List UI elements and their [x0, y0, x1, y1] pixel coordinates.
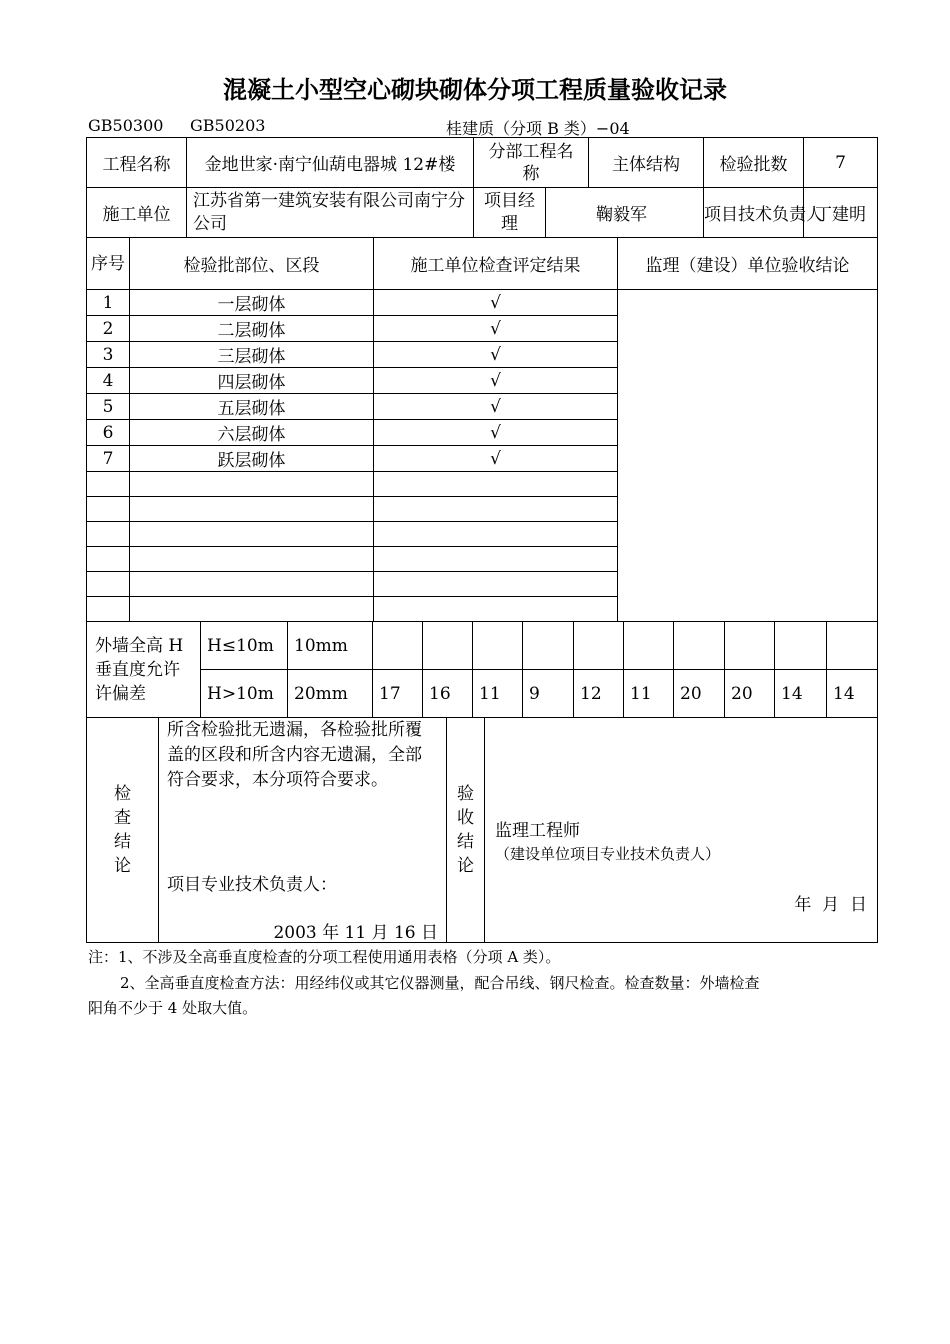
check-conclusion-cell: [159, 718, 447, 943]
supervision-conclusion-cell: [618, 290, 878, 622]
acceptance-conclusion-cell: [485, 718, 878, 943]
measure-cell: [423, 622, 473, 670]
project-label: 工程名称: [87, 138, 187, 188]
measure-cell: 16: [423, 670, 473, 718]
result-header: 施工单位检查评定结果: [374, 238, 618, 290]
measure-cell: [473, 622, 523, 670]
check-date: 2003 年 11 月 16 日: [273, 923, 438, 943]
conclusion-table: [86, 717, 878, 943]
row-result: √: [374, 420, 618, 446]
tolerance-2: 20mm: [288, 670, 373, 718]
measure-cell: 12: [574, 670, 624, 718]
measure-cell: 11: [624, 670, 674, 718]
measure-cell: [373, 622, 423, 670]
measure-cell: 17: [373, 670, 423, 718]
note-line-2: 2、全高垂直度检查方法：用经纬仪或其它仪器测量，配合吊线、钢尺检查。检查数量：外墙检查: [120, 974, 760, 992]
measure-cell: [574, 622, 624, 670]
tech-person-signature: 项目专业技术负责人：: [167, 875, 337, 895]
row-location: 二层砌体: [130, 316, 374, 342]
batch-count-value: 7: [804, 138, 878, 188]
row-result: √: [374, 290, 618, 316]
row-location: 三层砌体: [130, 342, 374, 368]
measure-cell: 9: [523, 670, 574, 718]
row-seq: 5: [87, 394, 130, 420]
row-location: 六层砌体: [130, 420, 374, 446]
measure-cell: 20: [674, 670, 725, 718]
measure-cell: [674, 622, 725, 670]
measure-cell: [827, 622, 878, 670]
check-conclusion-label: [87, 718, 159, 943]
engineer-subtitle: （建设单位项目专业技术负责人）: [495, 845, 721, 863]
page-title: 混凝土小型空心砌块砌体分项工程质量验收记录: [223, 76, 727, 104]
tech-lead-value: 丁建明: [804, 188, 878, 238]
row-seq: 4: [87, 368, 130, 394]
note-line-1: 注：1、不涉及全高垂直度检查的分项工程使用通用表格（分项 A 类）。: [88, 948, 561, 966]
acceptance-conclusion-label: [447, 718, 485, 943]
row-location: 五层砌体: [130, 394, 374, 420]
project-value: 金地世家·南宁仙葫电器城 12#楼: [187, 138, 474, 188]
form-number: 桂建质（分项 B 类）−04: [446, 119, 630, 138]
row-location: 四层砌体: [130, 368, 374, 394]
height-condition-2: H>10m: [201, 670, 288, 718]
manager-label: 项目经理: [474, 188, 546, 238]
row-seq: 6: [87, 420, 130, 446]
acceptance-conclusion-label-text: 验收结论: [457, 784, 474, 876]
row-result: √: [374, 316, 618, 342]
supervising-engineer: 监理工程师: [495, 821, 580, 841]
measure-cell: 11: [473, 670, 523, 718]
row-seq: 7: [87, 446, 130, 472]
header-table: [86, 137, 878, 238]
height-condition-1: H≤10m: [201, 622, 288, 670]
row-seq: 3: [87, 342, 130, 368]
row-result: √: [374, 342, 618, 368]
tech-lead-label: 项目技术负责人: [704, 188, 804, 238]
row-seq: 2: [87, 316, 130, 342]
seq-header: 序号: [87, 238, 130, 290]
batch-table: [86, 237, 878, 622]
row-seq: 1: [87, 290, 130, 316]
contractor-value: 江苏省第一建筑安装有限公司南宁分公司: [187, 188, 474, 238]
standard-code-1: GB50300: [88, 116, 164, 135]
check-conclusion-label-text: 检查结论: [114, 784, 131, 876]
supervision-header: 监理（建设）单位验收结论: [618, 238, 878, 290]
row-result: √: [374, 368, 618, 394]
measure-cell: [624, 622, 674, 670]
subproject-value: 主体结构: [589, 138, 704, 188]
row-result: √: [374, 394, 618, 420]
measure-cell: 14: [775, 670, 827, 718]
measure-cell: [523, 622, 574, 670]
manager-value: 鞠毅军: [546, 188, 704, 238]
contractor-label: 施工单位: [87, 188, 187, 238]
row-location: 跃层砌体: [130, 446, 374, 472]
measure-cell: 14: [827, 670, 878, 718]
tolerance-1: 10mm: [288, 622, 373, 670]
verticality-label: 外墙全高 H 垂直度允许许偏差: [87, 622, 201, 718]
measure-cell: 20: [725, 670, 775, 718]
measure-cell: [775, 622, 827, 670]
subproject-label: 分部工程名 称: [474, 138, 589, 188]
measure-cell: [725, 622, 775, 670]
row-result: √: [374, 446, 618, 472]
verticality-table: [86, 621, 878, 718]
acceptance-date: 年 月 日: [794, 895, 867, 915]
location-header: 检验批部位、区段: [130, 238, 374, 290]
standard-code-2: GB50203: [190, 116, 266, 135]
note-line-3: 阳角不少于 4 处取大值。: [88, 999, 258, 1017]
batch-count-label: 检验批数: [704, 138, 804, 188]
row-location: 一层砌体: [130, 290, 374, 316]
check-conclusion-text: 所含检验批无遗漏，各检验批所覆盖的区段和所含内容无遗漏，全部符合要求，本分项符合要求。: [167, 720, 422, 790]
